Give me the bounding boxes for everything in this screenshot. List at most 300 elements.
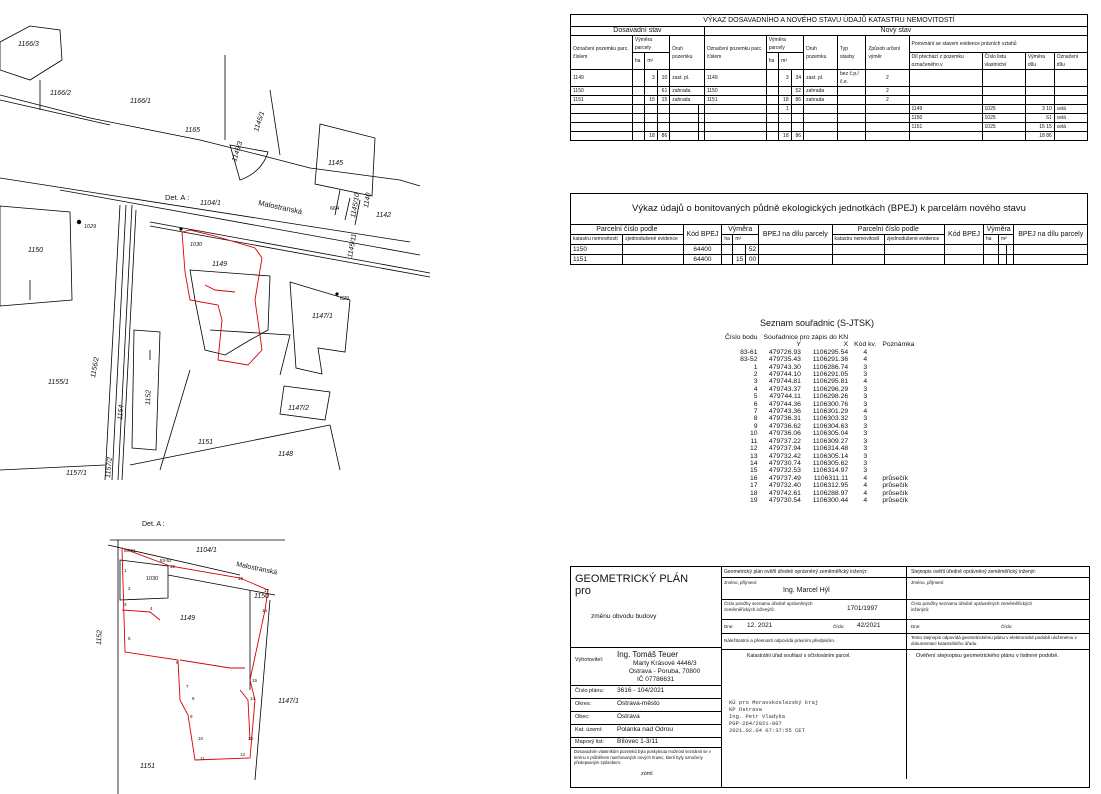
cell-vymera-dilu: 3 10 [1025, 105, 1054, 114]
bpej-title: Výkaz údajů o bonitovaných půdně ekologických jednotkách (BPEJ) k parcelám nového stavu [571, 194, 1088, 225]
cell-m-new: 34 [791, 70, 803, 87]
cell-empty [571, 105, 633, 114]
parcel-label: 1166/3 [18, 41, 39, 48]
cell-druh-new: zahrada [804, 96, 838, 105]
cell-oznaceni-dilu: celá [1054, 114, 1087, 123]
coord-pozn [879, 467, 917, 474]
coord-kod: 4 [863, 496, 868, 504]
coord-x: 1106311.11 [813, 474, 849, 482]
cell-empty [804, 105, 838, 114]
cell-m: 61 [657, 87, 669, 96]
vykaz-row [571, 87, 1088, 96]
bpej-table [570, 193, 1088, 265]
coord-col-y: Y [796, 341, 801, 349]
cell-typ [838, 87, 866, 96]
cell-druh-new: zast. pl. [804, 70, 838, 87]
bpej-col-vymera-2: Výměra [983, 225, 1014, 235]
vykaz-row-extra [571, 114, 1088, 123]
cell-typ [838, 96, 866, 105]
coord-point: 9 [753, 422, 758, 430]
col-typ: Typ stavby [838, 36, 866, 70]
coord-row [722, 445, 917, 452]
coord-pozn [879, 371, 917, 378]
parcel-label: 1152 [145, 389, 153, 406]
cell-druh-new: zahrada [804, 87, 838, 96]
coord-point: 18 [749, 489, 758, 497]
coord-pozn [879, 364, 917, 371]
coord-y: 479742.61 [768, 489, 801, 497]
cell-m-new: 52 [791, 87, 803, 96]
coord-kod: 3 [863, 393, 868, 401]
parcel-label: 1145 [328, 160, 344, 167]
cell-lv: 1025 [982, 105, 1025, 114]
vykaz-table [570, 14, 1088, 141]
detail-point: 18 [238, 576, 244, 581]
coord-point: 17 [749, 482, 758, 490]
coord-point: 83-52 [740, 356, 758, 364]
dne-label: Dne: [724, 624, 734, 629]
cell-m-new: 86 [791, 96, 803, 105]
parcel-label: 1148 [278, 451, 294, 458]
col-druh-new: Druh pozemku [804, 36, 838, 70]
coord-row [722, 423, 917, 430]
coord-kod: 3 [863, 363, 868, 371]
col-lv: Číslo listu vlastnictví [982, 53, 1025, 70]
bpej-col-m2: m² [733, 235, 759, 245]
cell-empty [909, 132, 982, 141]
coord-row [722, 475, 917, 482]
cell-a [645, 87, 657, 96]
coord-point: 5 [753, 393, 758, 401]
coord-point: 4 [753, 385, 758, 393]
souhlas: Katastrální úřad souhlasí s očíslováním parcel. [747, 653, 851, 659]
bpej-col-ha: ha [722, 235, 733, 245]
coord-point: 16 [749, 474, 758, 482]
parcel-label: 1142 [376, 212, 392, 219]
cislo-planu: 3616 - 104/2021 [617, 687, 665, 694]
coord-y: 479735.43 [768, 356, 801, 364]
cell-a-new: 1 [779, 105, 791, 114]
parcel-label: 1165 [185, 127, 201, 134]
vykaz-total-row [571, 132, 1088, 141]
cell-parc: 1151 [571, 96, 633, 105]
coord-y: 479737.22 [768, 437, 801, 445]
coord-x: 1106291.36 [812, 356, 849, 364]
total-old-a: 18 [645, 132, 657, 141]
cell-empty [766, 123, 778, 132]
jmeno2-label: Jméno, příjmení: [911, 580, 945, 585]
bpej-cell-empty [1014, 245, 1088, 255]
bpej-col-kn: katastru nemovitostí [571, 235, 623, 245]
coord-x: 1106300.76 [812, 400, 849, 408]
coord-col-x: X [843, 341, 849, 349]
cell-empty [632, 105, 644, 114]
coord-point: 11 [750, 437, 758, 445]
col-m2-new: m² [779, 53, 804, 70]
coord-row [722, 364, 917, 371]
coord-kod: 4 [863, 489, 868, 497]
cell-empty [670, 105, 698, 114]
bpej-col-parcel-2: Parcelní číslo podle [832, 225, 945, 235]
cell-empty [804, 123, 838, 132]
total-old-m: 86 [657, 132, 669, 141]
coord-pozn [879, 430, 917, 437]
coord-list-title: Seznam souřadnic (S-JTSK) [760, 318, 875, 328]
parcel-label: 1029 [84, 224, 97, 230]
cell-a-new [779, 114, 791, 123]
cell-empty [804, 132, 838, 141]
stamp: KÚ pro Moravskoslezský kraj KP Ostrava Ing. Petr Vladyka PGP-264/2021-807 2021.02.04 07:37:55 CET [729, 699, 819, 734]
coord-pozn: průsečík [882, 474, 908, 482]
cell-empty [670, 132, 698, 141]
street-name: Malostranská [257, 198, 304, 217]
bpej-cell-empty [884, 255, 944, 265]
vyhotovitel-address: Marty Krásové 4446/3 [633, 660, 697, 667]
bpej-cell-zjed [623, 255, 683, 265]
bpej-cell-dil [759, 245, 832, 255]
parcel-label: 1156/2 [90, 356, 101, 379]
bpej-cell-m: 52 [746, 245, 759, 255]
cell-empty [838, 123, 866, 132]
cell-lv [982, 70, 1025, 87]
coord-point: 6 [753, 400, 758, 408]
coord-kod: 4 [863, 482, 868, 490]
cell-zp: 2 [866, 96, 909, 105]
cell-empty [632, 114, 644, 123]
cell-vymera-dilu [1025, 70, 1054, 87]
new-state-header: Nový stav [704, 27, 1087, 36]
parcel-label: 1147/1 [312, 313, 333, 320]
bpej-col-kn-2: katastru nemovitostí [832, 235, 884, 245]
coord-y: 479726.93 [768, 348, 801, 356]
obec-label: Obec: [575, 714, 590, 720]
coord-x: 1106300.44 [812, 496, 849, 504]
bpej-col-m2-2: m² [998, 235, 1013, 245]
coord-x: 1106303.32 [812, 415, 849, 423]
cell-parc-new: 1150 [704, 87, 766, 96]
coord-y: 479737.49 [768, 474, 801, 482]
col-ha: ha [632, 53, 644, 70]
bpej-cell-empty [998, 245, 1006, 255]
parcel-label: 1030 [190, 242, 203, 248]
bpej-cell-kod: 64400 [683, 255, 722, 265]
cell-a-new: 3 [779, 70, 791, 87]
total-new-a: 18 [779, 132, 791, 141]
bpej-cell-empty [832, 245, 884, 255]
title-block [570, 566, 1090, 788]
bpej-cell-dil [759, 255, 832, 265]
dne2-label: Dne: [911, 624, 921, 629]
coord-row [722, 386, 917, 393]
cislo-label: Číslo položky seznamu úředně oprávněných zeměměřických inženýrů: [724, 601, 813, 612]
coord-pozn [879, 349, 917, 356]
cell-empty [704, 123, 766, 132]
coord-y: 479743.37 [768, 385, 801, 393]
col-oznaceni-new: Označení pozemku parc. číslem [704, 36, 766, 70]
bpej-cell-empty [1006, 245, 1014, 255]
bpej-cell-kod: 64400 [683, 245, 722, 255]
coord-row [722, 467, 917, 474]
col-oznaceni: Označení pozemku parc. číslem [571, 36, 633, 70]
bpej-row [571, 245, 1088, 255]
parcel-label: 1147/2 [288, 405, 309, 412]
cell-empty [704, 105, 766, 114]
overil-title: Geometrický plán ověřil úředně oprávněný zeměměřický inženýr: [724, 569, 868, 575]
coord-y: 479732.42 [768, 452, 801, 460]
coord-kod: 4 [863, 408, 868, 416]
cell-empty [804, 114, 838, 123]
parcel-label: 1155/1 [48, 379, 69, 386]
coord-kod: 4 [863, 474, 868, 482]
parcel-label: 1145/10 [350, 192, 362, 219]
coord-y: 479744.10 [768, 371, 801, 379]
bpej-cell-a: 15 [733, 255, 746, 265]
parcel-label: 1145/3 [231, 140, 245, 163]
cell-typ: bez č.p./č.e. [838, 70, 866, 87]
coord-kod: 3 [863, 422, 868, 430]
cell-empty [645, 105, 657, 114]
bpej-col-dil-2: BPEJ na dílu parcely [1014, 225, 1088, 245]
cell-lv [982, 87, 1025, 96]
coord-row [722, 430, 917, 437]
coord-kod: 3 [863, 400, 868, 408]
stejnopis-title: Stejnopis ověřil úředně oprávněný zeměměřický inženýr: [911, 569, 1037, 575]
coord-pozn [879, 393, 917, 400]
cell-empty [866, 132, 909, 141]
cell-vymera-dilu [1025, 96, 1054, 105]
coord-x: 1106314.48 [812, 445, 849, 453]
vykaz-row [571, 70, 1088, 87]
bpej-cell-empty [983, 255, 998, 265]
coord-row [722, 497, 917, 504]
coord-x: 1106304.63 [812, 422, 849, 430]
cell-empty [657, 105, 669, 114]
total-new-m: 86 [791, 132, 803, 141]
coord-kod: 3 [863, 445, 868, 453]
coord-y: 479744.11 [769, 393, 801, 401]
col-ha-new: ha [766, 53, 778, 70]
coord-x: 1106314.97 [812, 467, 849, 475]
detail-point: 1 [124, 568, 127, 573]
detail-parcel: 1030 [146, 576, 159, 582]
bpej-cell-empty [983, 245, 998, 255]
coord-pozn [879, 386, 917, 393]
total-extra: 18 86 [1025, 132, 1054, 141]
bpej-cell-empty [998, 255, 1006, 265]
cislo-planu-label: Číslo plánu: [575, 688, 605, 694]
cislo: 1701/1997 [847, 605, 878, 612]
parcel-label: 1145/11 [347, 233, 359, 259]
coord-x: 1106305.14 [812, 452, 849, 460]
cell-empty [571, 123, 633, 132]
coord-kod: 4 [863, 356, 868, 364]
coord-col-cislo: Číslo bodu [725, 334, 758, 341]
cell-lv: 1025 [982, 114, 1025, 123]
ku: Polanka nad Odrou [617, 726, 674, 733]
coord-x: 1106296.29 [812, 385, 849, 393]
number-label: 629 [340, 296, 350, 302]
bpej-cell-a [733, 245, 746, 255]
coord-x: 1106295.54 [812, 348, 849, 356]
detail-point: 14 [250, 696, 256, 701]
bpej-col-zjed: zjednodušené evidence [623, 235, 683, 245]
col-m2: m² [645, 53, 670, 70]
coord-row [722, 371, 917, 378]
col-vymera-dilu: Výměra dílu [1025, 53, 1054, 70]
vyhotovitel-city: Ostrava - Poruba, 70800 [629, 668, 701, 675]
coord-point: 12 [749, 445, 758, 453]
coord-row [722, 490, 917, 497]
col-druh: Druh pozemku [670, 36, 705, 70]
coord-point: 2 [753, 371, 758, 379]
bpej-cell-empty [1014, 255, 1088, 265]
coord-pozn: průsečík [882, 482, 908, 490]
coord-row [722, 356, 917, 363]
cell-parc: 1149 [571, 70, 633, 87]
coord-y: 479730.54 [768, 496, 801, 504]
cell-empty [766, 114, 778, 123]
cell-empty [657, 114, 669, 123]
coord-y: 479743.36 [768, 408, 801, 416]
parcel-label: 1149 [212, 261, 228, 268]
cell-empty [657, 123, 669, 132]
coord-point: 83-61 [740, 348, 758, 356]
cell-oznaceni-dilu: celá [1054, 123, 1087, 132]
cell-dil [909, 70, 982, 87]
detail-point: 13 [248, 736, 254, 741]
cell-empty [766, 132, 778, 141]
coord-row [722, 415, 917, 422]
coord-kod: 3 [863, 385, 868, 393]
coord-x: 1106305.04 [812, 430, 849, 438]
detail-point: 6 [176, 660, 179, 665]
parcel-label: 1166/2 [50, 90, 71, 97]
parcel-label: 1104/1 [200, 200, 221, 207]
coord-row [722, 408, 917, 415]
coord-point: 3 [753, 378, 758, 386]
cislo3-label: Číslo položky seznamu úředně oprávněných zeměměřických inženýrů: [911, 601, 1033, 612]
cell-empty [866, 105, 909, 114]
bpej-cell-empty [884, 245, 944, 255]
cell-ha [632, 87, 644, 96]
detail-point: 17 [264, 588, 270, 593]
gp-title: GEOMETRICKÝ PLÁN [575, 573, 689, 585]
cell-a: 15 [645, 96, 657, 105]
cislo2-label: Číslo: [833, 624, 845, 629]
cell-empty [571, 114, 633, 123]
cell-empty [838, 105, 866, 114]
okres: Ostrava-město [617, 700, 660, 707]
bpej-col-parcel: Parcelní číslo podle [571, 225, 684, 235]
coord-pozn [879, 460, 917, 467]
coord-kod: 4 [863, 378, 868, 386]
detail-point: 15 [252, 678, 258, 683]
cell-empty [632, 123, 644, 132]
building-shape [0, 26, 62, 80]
coord-y: 479744.36 [768, 400, 801, 408]
bpej-col-zjed-2: zjednodušené evidence [884, 235, 944, 245]
bpej-col-vymera: Výměra [722, 225, 759, 235]
vykaz-row-extra [571, 123, 1088, 132]
parcel-label: 1157/1 [66, 470, 87, 477]
coord-kod: 3 [863, 430, 868, 438]
bpej-cell-kn: 1151 [571, 255, 623, 265]
detail-point: 9 [190, 714, 193, 719]
coord-pozn [879, 401, 917, 408]
coord-y: 479744.81 [768, 378, 801, 386]
coord-row [722, 460, 917, 467]
dne: 12. 2021 [747, 622, 773, 629]
cell-empty [704, 114, 766, 123]
cell-empty [1054, 132, 1087, 141]
coord-x: 1106301.29 [812, 408, 849, 416]
cislo4-label: Číslo: [1001, 624, 1013, 629]
coord-x: 1106291.05 [812, 371, 849, 379]
vykaz-title: VÝKAZ DOSAVADNÍHO A NOVÉHO STAVU ÚDAJŮ KATASTRU NEMOVITOSTÍ [571, 15, 1088, 27]
obec: Ostrava [617, 713, 640, 720]
jmeno-label: Jméno, příjmení: [724, 580, 758, 585]
detail-parcel: 1151 [140, 763, 156, 770]
cell-oznaceni-dilu: celá [1054, 105, 1087, 114]
coord-point: 8 [753, 415, 758, 423]
coord-kod: 3 [863, 452, 868, 460]
coord-kod: 3 [863, 371, 868, 379]
detail-point: 19 [170, 564, 176, 569]
cell-a-new [779, 123, 791, 132]
cell-parc: 1150 [571, 87, 633, 96]
coord-row [722, 482, 917, 489]
coord-y: 479743.30 [768, 363, 801, 371]
cell-ha-new [766, 87, 778, 96]
coord-kod: 3 [863, 459, 868, 467]
coord-y: 479736.06 [768, 430, 801, 438]
col-oznaceni-dilu: Označení dílu [1054, 53, 1087, 70]
gp-purpose: změnu obvodu budovy [591, 613, 657, 620]
coord-x: 1106295.81 [812, 378, 849, 386]
vyhotovitel-ic: IČ 07786631 [637, 676, 675, 683]
cell-parc-new: 1151 [704, 96, 766, 105]
col-dil: Díl přechází z pozemku označeného v [909, 53, 982, 70]
cell-ha [632, 96, 644, 105]
detail-point: 16 [262, 608, 268, 613]
cell-dil: 1150 [909, 114, 982, 123]
col-zpusob-urceni: Způsob určení výměr [866, 36, 909, 70]
bpej-cell-zjed [623, 245, 683, 255]
detail-point: 5 [128, 636, 131, 641]
number-label: 664 [330, 206, 340, 212]
coord-kod: 3 [863, 437, 868, 445]
jmeno: Ing. Marcel Hýl [783, 587, 830, 594]
vykaz-row-extra [571, 105, 1088, 114]
detail-point: 7 [186, 684, 189, 689]
bpej-col-kod-2: Kód BPEJ [945, 225, 984, 245]
detail-label: Det. A : [165, 193, 190, 202]
cell-empty [645, 114, 657, 123]
coord-x: 1106298.26 [812, 393, 849, 401]
detail-point: 10 [198, 736, 204, 741]
bpej-cell-ha [722, 255, 733, 265]
cell-dil [909, 87, 982, 96]
bpej-col-kod: Kód BPEJ [683, 225, 722, 245]
coord-col-sour: Souřadnice pro zápis do KN [763, 334, 849, 341]
cell-empty [838, 132, 866, 141]
coord-y: 479732.53 [768, 467, 801, 475]
detail-point: 11 [200, 756, 205, 761]
ku-label: Kat. území: [575, 727, 603, 733]
coord-x: 1106286.74 [812, 363, 849, 371]
coord-row [722, 401, 917, 408]
mapovy-list: Bílovec 1-3/11 [617, 738, 659, 745]
